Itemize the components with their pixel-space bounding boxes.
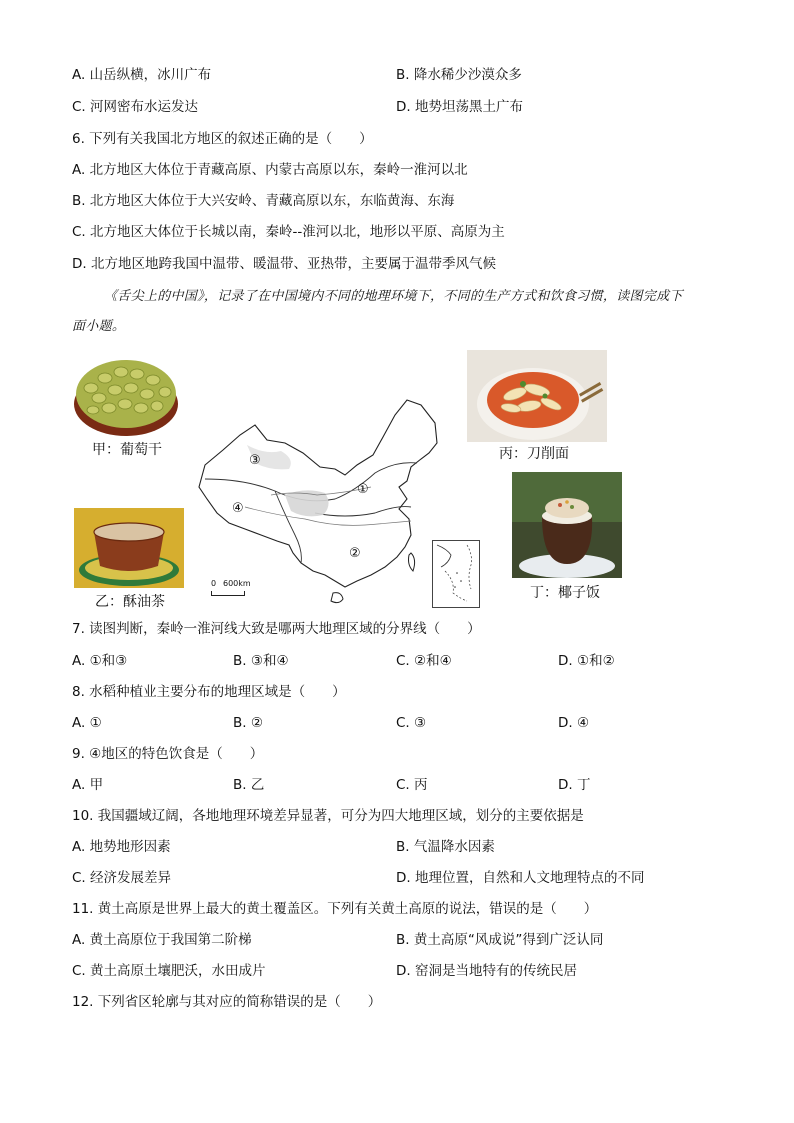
label-raisins: 甲：葡萄干	[92, 442, 162, 458]
scale-label: 600km	[223, 579, 251, 588]
label-coconut-rice: 丁：椰子饭	[530, 585, 600, 601]
q9-question: 9. ④地区的特色饮食是（ ）	[72, 746, 264, 762]
q10-option-b: B. 气温降水因素	[396, 839, 495, 855]
region-mark-4: ④	[232, 501, 244, 516]
q8-question: 8. 水稻种植业主要分布的地理区域是（ ）	[72, 684, 346, 700]
q11-question: 11. 黄土高原是世界上最大的黄土覆盖区。下列有关黄土高原的说法，错误的是（ ）	[72, 901, 598, 917]
q6-option-c: C. 北方地区大体位于长城以南，秦岭--淮河以北，地形以平原、高原为主	[72, 224, 505, 240]
south-china-sea-inset	[432, 540, 480, 608]
q5-option-c: C. 河网密布水运发达	[72, 99, 199, 115]
q10-question: 10. 我国疆域辽阔，各地地理环境差异显著，可分为四大地理区域，划分的主要依据是	[72, 808, 584, 824]
q5-option-a: A. 山岳纵横，冰川广布	[72, 67, 212, 83]
q8-option-c: C. ③	[396, 715, 427, 731]
q6-option-d: D. 北方地区地跨我国中温带、暖温带、亚热带，主要属于温带季风气候	[72, 256, 496, 272]
scale-zero: 0	[211, 579, 217, 588]
q6-question: 6. 下列有关我国北方地区的叙述正确的是（ ）	[72, 131, 373, 147]
q7-option-c: C. ②和④	[396, 653, 452, 669]
q8-option-b: B. ②	[233, 715, 263, 731]
q12-question: 12. 下列省区轮廓与其对应的简称错误的是（ ）	[72, 994, 382, 1010]
q6-option-a: A. 北方地区大体位于青藏高原、内蒙古高原以东，秦岭一淮河以北	[72, 162, 468, 178]
label-knife-noodles: 丙：刀削面	[499, 446, 569, 462]
q11-option-b: B. 黄土高原“风成说”得到广泛认同	[396, 932, 604, 948]
q11-option-a: A. 黄土高原位于我国第二阶梯	[72, 932, 252, 948]
q10-option-a: A. 地势地形因素	[72, 839, 171, 855]
q10-option-d: D. 地理位置，自然和人文地理特点的不同	[396, 870, 645, 886]
region-mark-1: ①	[357, 482, 369, 497]
region-mark-3: ③	[249, 453, 261, 468]
q7-option-b: B. ③和④	[233, 653, 289, 669]
butter-tea-photo	[74, 508, 184, 588]
region-mark-2: ②	[349, 546, 361, 561]
raisins-photo	[71, 348, 181, 440]
scale-bar	[211, 591, 245, 596]
q10-option-c: C. 经济发展差异	[72, 870, 172, 886]
q11-option-c: C. 黄土高原土壤肥沃，水田成片	[72, 963, 266, 979]
q8-option-d: D. ④	[558, 715, 590, 731]
q9-option-d: D. 丁	[558, 777, 591, 793]
intro-line-1: 《舌尖上的中国》，记录了在中国境内不同的地理环境下，不同的生产方式和饮食习惯，读图完成下	[104, 289, 683, 304]
q7-option-d: D. ①和②	[558, 653, 615, 669]
q8-option-a: A. ①	[72, 715, 102, 731]
q9-option-c: C. 丙	[396, 777, 428, 793]
q5-option-d: D. 地势坦荡黑土广布	[396, 99, 523, 115]
q7-question: 7. 读图判断，秦岭一淮河线大致是哪两大地理区域的分界线（ ）	[72, 621, 481, 637]
intro-line-2: 面小题。	[72, 319, 126, 334]
coconut-rice-photo	[512, 472, 622, 578]
q7-option-a: A. ①和③	[72, 653, 128, 669]
q5-option-b: B. 降水稀少沙漠众多	[396, 67, 522, 83]
q11-option-d: D. 窑洞是当地特有的传统民居	[396, 963, 577, 979]
noodles-photo	[467, 350, 607, 442]
label-butter-tea: 乙：酥油茶	[95, 594, 165, 610]
q6-option-b: B. 北方地区大体位于大兴安岭、青藏高原以东，东临黄海、东海	[72, 193, 455, 209]
q9-option-a: A. 甲	[72, 777, 104, 793]
q9-option-b: B. 乙	[233, 777, 265, 793]
